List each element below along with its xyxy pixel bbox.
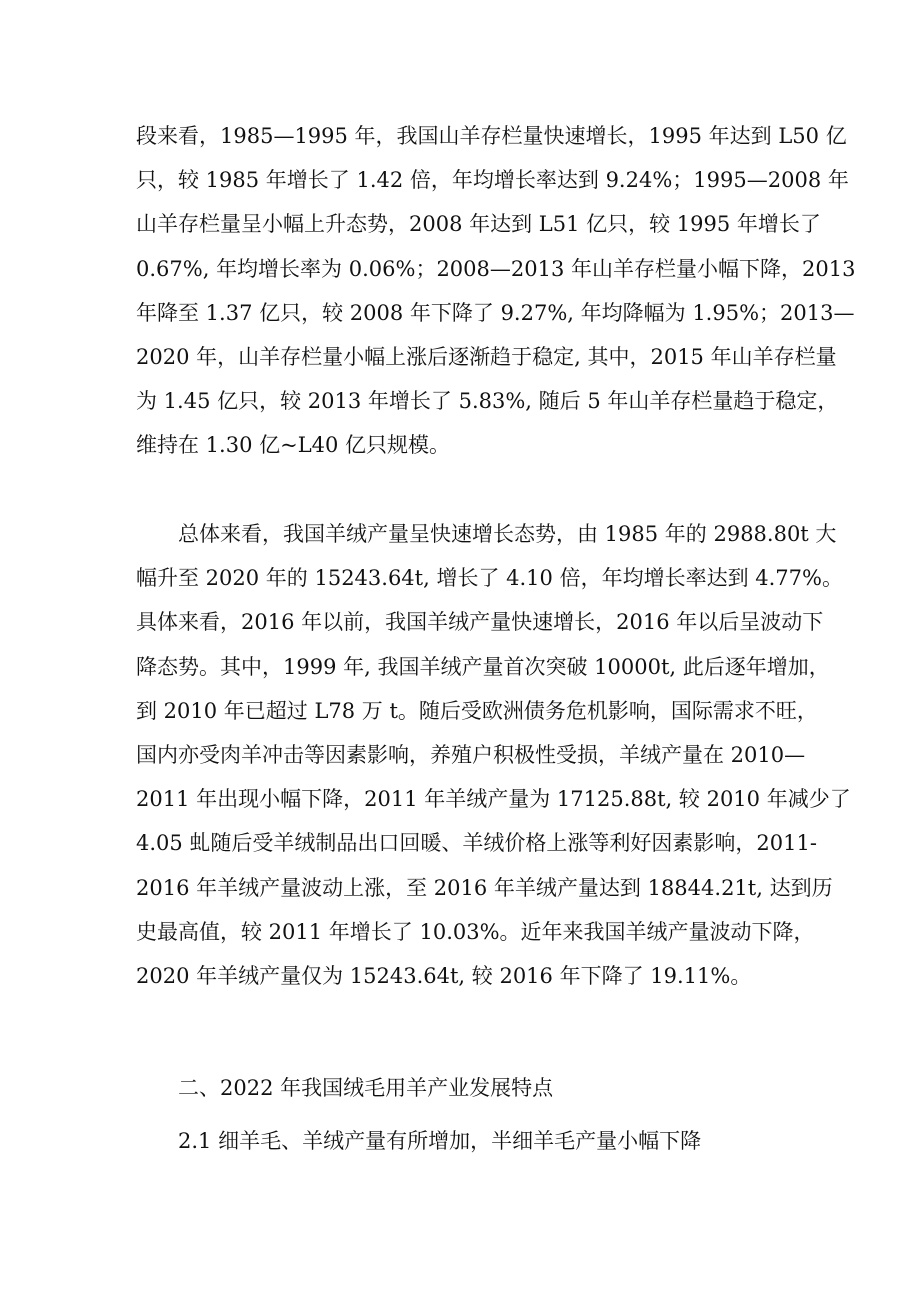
text-line: 只，较 1985 年增长了 1.42 倍，年均增长率达到 9.24%；1995—2008 年 (136, 168, 849, 193)
text-line: 为 1.45 亿只，较 2013 年增长了 5.83%, 随后 5 年山羊存栏量趋于稳定， (136, 389, 839, 414)
paragraph-cashmere-output (136, 512, 851, 998)
text-line: 年降至 1.37 亿只，较 2008 年下降了 9.27%, 年均降幅为 1.95%；2013— (136, 300, 855, 325)
section-heading: 二、2022 年我国绒毛用羊产业发展特点 (178, 1076, 554, 1100)
text-line: 国内亦受肉羊冲击等因素影响，养殖户积极性受损，羊绒产量在 2010— (136, 742, 806, 767)
text-line: 2020 年羊绒产量仅为 15243.64t, 较 2016 年下降了 19.11%。 (136, 963, 752, 988)
text-line: 2016 年羊绒产量波动上涨，至 2016 年羊绒产量达到 18844.21t, 达到历 (136, 875, 833, 900)
text-line: 维持在 1.30 亿~L40 亿只规模。 (136, 433, 451, 458)
subsection-heading: 2.1 细羊毛、羊绒产量有所增加，半细羊毛产量小幅下降 (178, 1129, 702, 1153)
text-line: 山羊存栏量呈小幅上升态势，2008 年达到 L51 亿只，较 1995 年增长了 (136, 212, 821, 237)
text-line: 总体来看，我国羊绒产量呈快速增长态势，由 1985 年的 2988.80t 大 (178, 522, 837, 546)
text-line: 2020 年，山羊存栏量小幅上涨后逐渐趋于稳定, 其中，2015 年山羊存栏量 (136, 344, 837, 369)
text-line: 到 2010 年已超过 L78 万 t。随后受欧洲债务危机影响，国际需求不旺， (136, 698, 818, 723)
text-line: 史最高值，较 2011 年增长了 10.03%。近年来我国羊绒产量波动下降， (136, 919, 815, 944)
text-line: 0.67%, 年均增长率为 0.06%；2008—2013 年山羊存栏量小幅下降，2013 (136, 256, 856, 281)
text-line: 段来看，1985—1995 年，我国山羊存栏量快速增长，1995 年达到 L50 亿 (136, 124, 847, 148)
text-line: 4.05 虬随后受羊绒制品出口回暖、羊绒价格上涨等利好因素影响，2011- (136, 831, 817, 856)
text-line: 具体来看，2016 年以前，我国羊绒产量快速增长，2016 年以后呈波动下 (136, 610, 824, 635)
paragraph-goat-stock (136, 114, 856, 468)
text-line: 幅升至 2020 年的 15243.64t, 增长了 4.10 倍，年均增长率达到 4.77%。 (136, 566, 843, 591)
text-line: 2011 年出现小幅下降，2011 年羊绒产量为 17125.88t, 较 2010 年减少了 (136, 787, 851, 812)
text-line: 降态势。其中，1999 年, 我国羊绒产量首次突破 10000t, 此后逐年增加， (136, 654, 830, 679)
